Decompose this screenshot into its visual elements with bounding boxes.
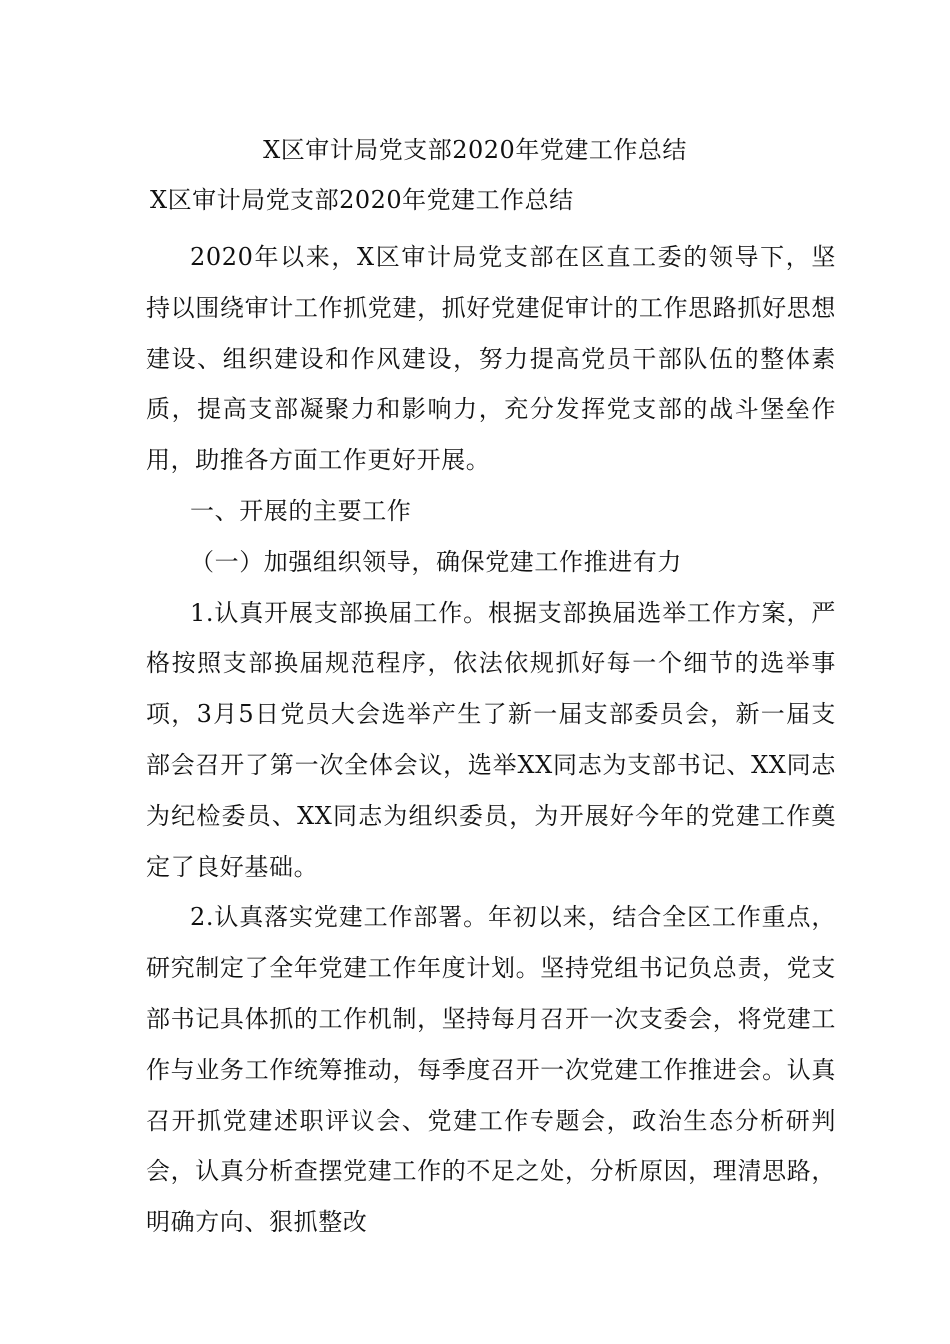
item-paragraph-2: 2.认真落实党建工作部署。年初以来，结合全区工作重点，研究制定了全年党建工作年度计划。坚持党组书记负总责，党支部书记具体抓的工作机制，坚持每月召开一次支委会，将党建工作与业务工作统筹推动，每季度召开一次党建工作推进会。认真召开抓党建述职评议会、党建工作专题会，政治生态分析研判会，认真分析查摆党建工作的不足之处，分析原因，理清思路，明确方向、狠抓整改 <box>146 903 836 1237</box>
document-title: X区审计局党支部2020年党建工作总结 <box>263 136 687 164</box>
document-subtitle: X区审计局党支部2020年党建工作总结 <box>150 186 574 214</box>
item-paragraph-1: 1.认真开展支部换届工作。根据支部换届选举工作方案，严格按照支部换届规范程序，依法依规抓好每一个细节的选举事项，3月5日党员大会选举产生了新一届支部委员会，新一届支部会召开了第一次全体会议，选举XX同志为支部书记、XX同志为纪检委员、XX同志为组织委员，为开展好今年的党建工作奠定了良好基础。 <box>146 598 836 881</box>
subsection-heading: （一）加强组织领导，确保党建工作推进有力 <box>190 547 682 576</box>
document-body <box>146 232 836 1248</box>
intro-paragraph: 2020年以来，X区审计局党支部在区直工委的领导下，坚持以围绕审计工作抓党建，抓好党建促审计的工作思路抓好思想建设、组织建设和作风建设，努力提高党员干部队伍的整体素质，提高支部凝聚力和影响力，充分发挥党支部的战斗堡垒作用，助推各方面工作更好开展。 <box>146 243 836 475</box>
section-heading: 一、开展的主要工作 <box>190 496 412 525</box>
